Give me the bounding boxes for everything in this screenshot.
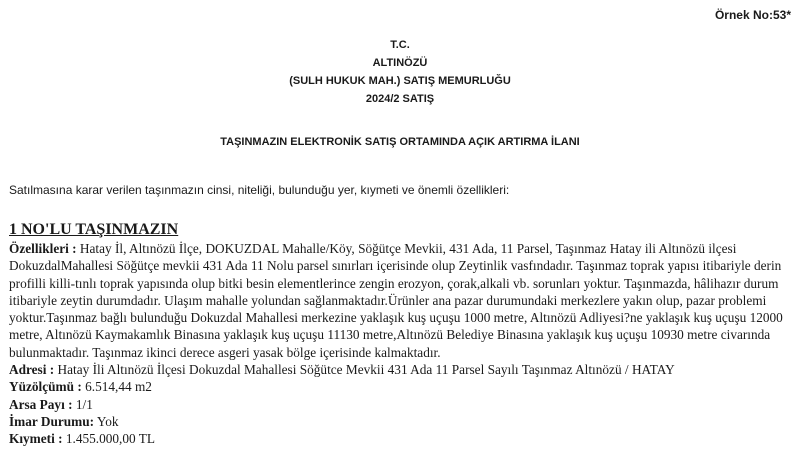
intro-text: Satılmasına karar verilen taşınmazın cinsi, niteliği, bulunduğu yer, kıymeti ve önemli özellikleri:: [9, 183, 510, 197]
zoning-value: Yok: [94, 413, 119, 429]
property-address: [9, 361, 793, 378]
address-value: Hatay İli Altınözü İlçesi Dokuzdal Mahallesi Söğütce Mevkii 431 Ada 11 Parsel Sayılı Taşınmaz Altınözü / HATAY: [54, 362, 675, 378]
property-area: [9, 378, 793, 395]
property-section: [9, 220, 793, 448]
land-share-label: Arsa Payı :: [9, 396, 73, 412]
header-district: ALTINÖZÜ: [372, 57, 428, 69]
announcement-title: TAŞINMAZIN ELEKTRONİK SATIŞ ORTAMINDA AÇIK ARTIRMA İLANI: [220, 136, 580, 148]
features-value: Hatay İl, Altınözü İlçe, DOKUZDAL Mahalle/Köy, Söğütçe Mevkii, 431 Ada, 11 Parsel, Taşınmaz Hatay ili Altınözü ilçesi DokuzdalMahallesi Söğütçe mevkii 431 Ada 11 Nolu parsel sınırları içerisinde olup Zeytinlik vasfındadır. Taşınmaz toprak yapısı itibariyle derin profilli killi-tınlı toprak yapısında olup bitki besin elementlerince zengin erozyon, çorak,alkali vb. sorunları yoktur. Taşınmazda, hâlihazır durum itibariyle zeytin durumdadır. Ulaşım mahalle yolundan sağlanmaktadır.Ürünler ana pazar durumundaki merkezlere yakın olup, pazar problemi yoktur.Taşınmaz bağlı bulunduğu Dokuzdal Mahallesi merkezine yaklaşık kuş uçuşu 1000 metre, Altınözü Adliyesi?ne yaklaşık kuş uçuşu 12000 metre, Altınözü Kaymakamlık Binasına yaklaşık kuş uçuşu 11130 metre,Altınözü Belediye Binasına yaklaşık kuş uçuşu 10930 metre civarında bulunmaktadır. Taşınmaz ikinci derece asgeri yasak bölge içerisinde kalmaktadır.: [9, 241, 783, 360]
header-tc: T.C.: [390, 39, 410, 51]
area-value: 6.514,44 m2: [81, 379, 152, 395]
property-zoning: [9, 413, 793, 430]
property-title: 1 NO'LU TAŞINMAZIN: [9, 221, 179, 238]
address-label: Adresi :: [9, 362, 55, 378]
property-value: [9, 430, 793, 447]
zoning-label: İmar Durumu:: [9, 413, 95, 429]
property-land-share: [9, 396, 793, 413]
header-case-number: 2024/2 SATIŞ: [365, 93, 435, 105]
property-features: [9, 240, 793, 361]
features-label: Özellikleri :: [9, 241, 77, 256]
value-amount: 1.455.000,00 TL: [62, 431, 156, 447]
value-label: Kıymeti :: [9, 431, 63, 447]
doc-number: Örnek No:53*: [714, 8, 791, 22]
header-office: (SULH HUKUK MAH.) SATIŞ MEMURLUĞU: [289, 75, 511, 87]
land-share-value: 1/1: [72, 396, 93, 412]
area-label: Yüzölçümü :: [9, 379, 82, 395]
doc-header: [0, 36, 800, 108]
